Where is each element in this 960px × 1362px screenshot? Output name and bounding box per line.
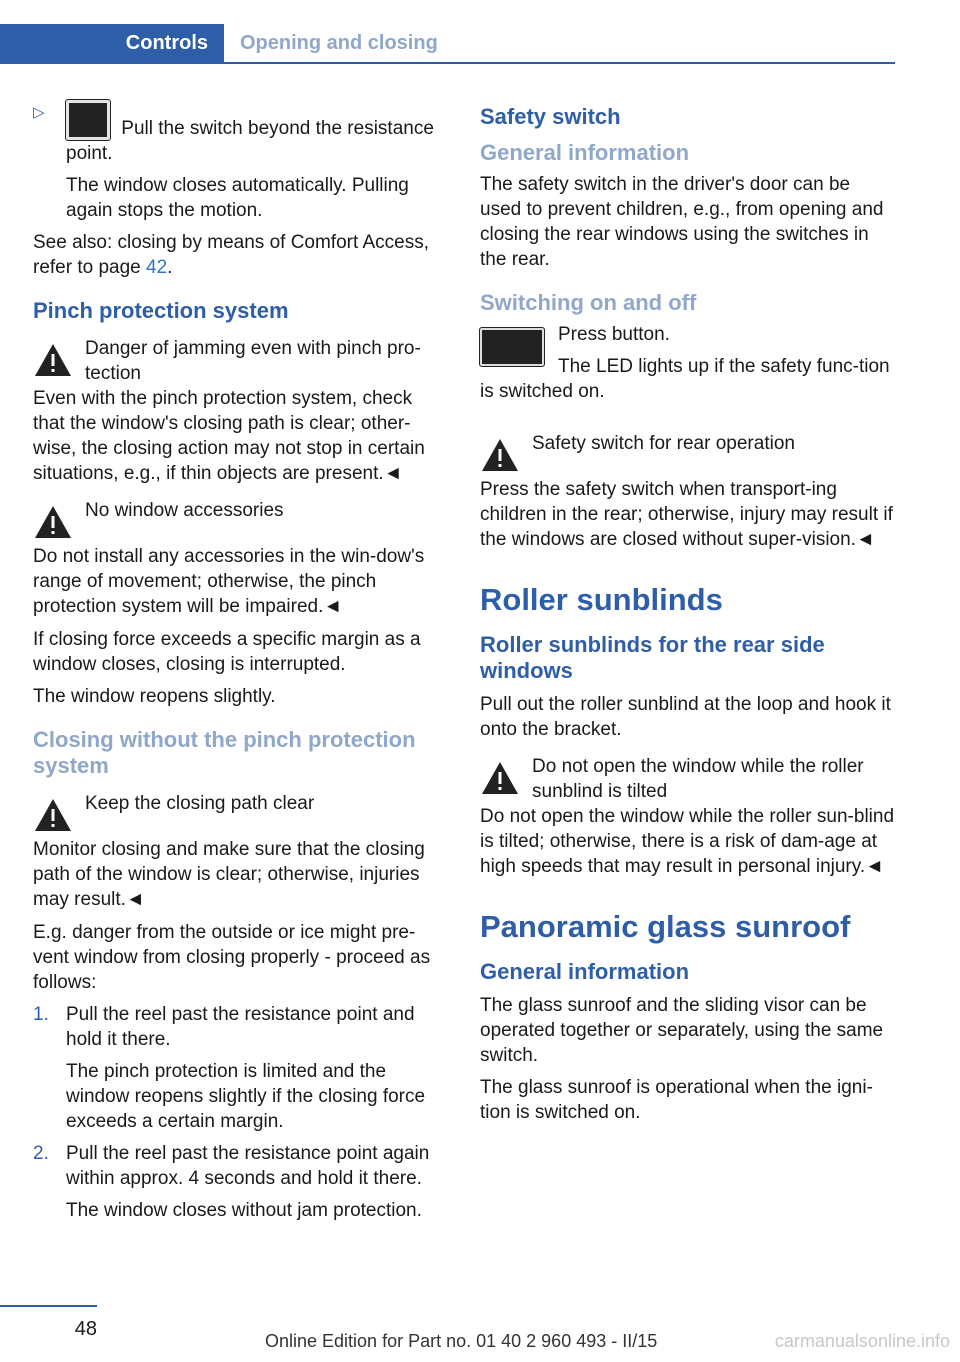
warning-box — [33, 498, 448, 619]
list-item: 1. Pull the reel past the resistance point and hold it there. — [33, 1004, 415, 1050]
paragraph: The glass sunroof and the sliding visor can be operated together or separately, using the same switch. — [480, 995, 884, 1066]
warning-icon — [480, 760, 520, 796]
heading-closing-without-pinch: Closing without the pinch protection system — [33, 727, 416, 778]
warning-text: Press the safety switch when transport-ing children in the rear; otherwise, injury may result if the windows are closed without super-vision.◄ — [480, 479, 893, 550]
list-item-sub: The window closes without jam protection. — [66, 1200, 422, 1221]
left-column — [33, 100, 448, 1230]
warning-box — [33, 336, 448, 486]
footer-rule — [0, 1305, 97, 1307]
watermark: carmanualsonline.info — [774, 1331, 950, 1351]
warning-text: Monitor closing and make sure that the closing path of the window is clear; otherwise, injuries may result.◄ — [33, 839, 425, 910]
edition-footer: Online Edition for Part no. 01 40 2 960 493 - II/15 — [265, 1331, 658, 1351]
heading-general-information: General information — [480, 140, 690, 165]
warning-title: Do not open the window while the roller sunblind is tilted — [532, 756, 864, 802]
page-number: 48 — [74, 1318, 97, 1340]
button-instruction — [480, 322, 895, 411]
bullet-item — [33, 100, 448, 166]
list-item-sub: The pinch protection is limited and the window reopens slightly if the closing force exceeds a certain margin. — [66, 1061, 426, 1132]
press-text: Press button. — [558, 324, 670, 345]
window-switch-icon — [66, 100, 110, 140]
triangle-bullet-icon: ▷ — [33, 104, 45, 121]
section-tab-opening-closing[interactable]: Opening and closing — [240, 32, 438, 54]
warning-icon — [33, 342, 73, 378]
heading-general-information: General information — [480, 959, 690, 984]
warning-text: Even with the pinch protection system, check that the window's closing path is clear; other-wise, the closing action may not stop in certain situations, e.g., if thin objects are present.◄ — [33, 388, 425, 484]
heading-panoramic-sunroof: Panoramic glass sunroof — [480, 909, 851, 944]
see-also: See also: closing by means of Comfort Access, refer to page 42. — [33, 232, 430, 278]
warning-box — [33, 791, 448, 912]
warning-box — [480, 431, 895, 552]
warning-icon — [480, 437, 520, 473]
warning-title: Danger of jamming even with pinch pro-tection — [85, 338, 421, 384]
warning-text: Do not install any accessories in the win-dow's range of movement; otherwise, the pinch protection system will be impaired.◄ — [33, 546, 425, 617]
heading-roller-sunblinds: Roller sunblinds — [480, 582, 723, 617]
warning-icon — [33, 797, 73, 833]
page-header — [0, 24, 895, 64]
page-link[interactable]: 42 — [146, 257, 168, 278]
bullet-text: Pull the switch beyond the resistance point. — [66, 118, 434, 164]
led-text: The LED lights up if the safety func-tion is switched on. — [480, 356, 890, 402]
heading-pinch-protection: Pinch protection system — [33, 298, 289, 323]
heading-roller-rear: Roller sunblinds for the rear side windows — [480, 632, 825, 683]
warning-title: Keep the closing path clear — [85, 793, 315, 814]
paragraph: The window reopens slightly. — [33, 686, 276, 707]
paragraph: Pull out the roller sunblind at the loop and hook it onto the bracket. — [480, 694, 891, 740]
warning-box — [480, 754, 895, 879]
warning-icon — [33, 504, 73, 540]
heading-safety-switch: Safety switch — [480, 104, 621, 129]
safety-switch-button-icon — [480, 328, 544, 366]
paragraph: E.g. danger from the outside or ice might pre-vent window from closing properly - proceed as follows: — [33, 922, 431, 993]
warning-title: Safety switch for rear operation — [532, 433, 795, 454]
paragraph: If closing force exceeds a specific margin as a window closes, closing is interrupted. — [33, 629, 421, 675]
right-column — [480, 100, 895, 1132]
paragraph: The glass sunroof is operational when the igni-tion is switched on. — [480, 1077, 873, 1123]
warning-title: No window accessories — [85, 500, 284, 521]
heading-switching-on-off: Switching on and off — [480, 290, 697, 315]
section-tab-controls[interactable]: Controls — [0, 24, 224, 62]
list-item: 2. Pull the reel past the resistance point again within approx. 4 seconds and hold it there. — [33, 1143, 430, 1189]
paragraph: The safety switch in the driver's door can be used to prevent children, e.g., from opening and closing the rear windows using the switches in the rear. — [480, 174, 884, 270]
warning-text: Do not open the window while the roller sun-blind is tilted; otherwise, there is a risk of dam-age at high speeds that may result in personal injury.◄ — [480, 806, 895, 877]
bullet-subtext: The window closes automatically. Pulling again stops the motion. — [66, 175, 409, 221]
